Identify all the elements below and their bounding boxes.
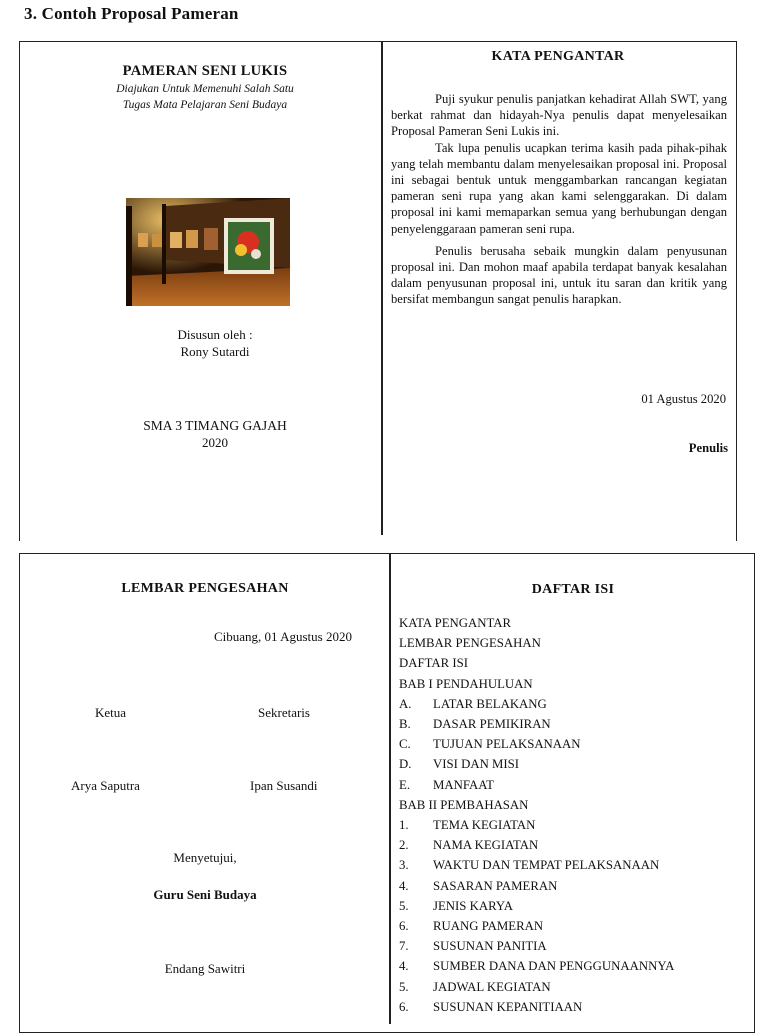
toc-item-number: 6. bbox=[399, 919, 409, 933]
ketua-name: Arya Saputra bbox=[71, 778, 140, 793]
section-heading: 3. Contoh Proposal Pameran bbox=[24, 4, 239, 23]
pengesahan-place-date: Cibuang, 01 Agustus 2020 bbox=[214, 629, 352, 644]
toc-item-label: NAMA KEGIATAN bbox=[433, 838, 539, 853]
toc-item-number: D. bbox=[399, 757, 412, 772]
top-page-divider bbox=[381, 41, 383, 535]
toc-item-label: JENIS KARYA bbox=[433, 898, 513, 913]
toc-item-number: 6. bbox=[399, 999, 409, 1014]
bottom-page-divider bbox=[389, 553, 391, 1024]
toc-item-label: BAB I PENDAHULUAN bbox=[399, 676, 533, 691]
toc-item bbox=[399, 677, 533, 692]
toc-item-label: TUJUAN PELAKSANAAN bbox=[433, 737, 581, 752]
cover-year: 2020 bbox=[202, 435, 228, 450]
toc-item-label: LEMBAR PENGESAHAN bbox=[399, 636, 541, 651]
toc-item-number: A. bbox=[399, 696, 412, 711]
toc-item-label: SASARAN PAMERAN bbox=[433, 878, 558, 893]
toc-item bbox=[399, 616, 511, 631]
toc-item-number: 5. bbox=[399, 979, 409, 994]
toc-item-number: 4. bbox=[399, 878, 409, 893]
toc-item-label: TEMA KEGIATAN bbox=[433, 818, 536, 832]
toc-item-label: DASAR PEMIKIRAN bbox=[433, 717, 551, 731]
toc-item-number: 1. bbox=[399, 818, 409, 832]
toc-item-label: VISI DAN MISI bbox=[433, 757, 520, 772]
cover-school: SMA 3 TIMANG GAJAH bbox=[143, 418, 287, 433]
toc-item-label: SUSUNAN PANITIA bbox=[433, 939, 547, 954]
toc-item-number: 4. bbox=[399, 959, 409, 974]
toc-item-label: LATAR BELAKANG bbox=[433, 696, 547, 711]
sekretaris-label: Sekretaris bbox=[258, 705, 310, 720]
exhibition-photo bbox=[126, 198, 290, 306]
daftar-isi-title: DAFTAR ISI bbox=[531, 582, 615, 597]
toc-item-label: BAB II PEMBAHASAN bbox=[399, 797, 529, 812]
kata-pengantar-body bbox=[391, 91, 727, 308]
toc-item-number: C. bbox=[399, 737, 411, 752]
cover-author: Rony Sutardi bbox=[180, 344, 250, 359]
toc-item-label: RUANG PAMERAN bbox=[433, 919, 544, 933]
kata-pengantar-title: KATA PENGANTAR bbox=[491, 49, 625, 64]
toc-item-number: 2. bbox=[399, 838, 409, 853]
cover-subtitle-line2: Tugas Mata Pelajaran Seni Budaya bbox=[122, 99, 288, 111]
table-of-contents bbox=[399, 616, 749, 1020]
toc-item-label: WAKTU DAN TEMPAT PELAKSANAAN bbox=[433, 858, 660, 873]
menyetujui-label: Menyetujui, bbox=[173, 850, 237, 865]
sekretaris-name: Ipan Susandi bbox=[250, 778, 318, 793]
kata-pengantar-paragraph: Tak lupa penulis ucapkan terima kasih pada pihak-pihak yang telah membantu dalam menyelesaikan proposal ini. Proposal ini sebagai bentuk untuk menggambarkan rancangan kegiatan pameran seni rupa yang akan kami selenggarakan. Di dalam proposal ini kami memaparkan semua yang berhubungan dengan penyelenggaraan pameran seni rupa. bbox=[391, 140, 727, 236]
guru-name: Endang Sawitri bbox=[164, 961, 246, 976]
guru-label: Guru Seni Budaya bbox=[153, 887, 257, 902]
toc-item bbox=[399, 656, 468, 671]
cover-title: PAMERAN SENI LUKIS bbox=[122, 63, 288, 79]
toc-item bbox=[399, 636, 541, 651]
toc-item-label: SUMBER DANA DAN PENGGUNAANNYA bbox=[433, 959, 675, 974]
toc-item-label: JADWAL KEGIATAN bbox=[433, 979, 551, 994]
kata-pengantar-signoff: Penulis bbox=[688, 441, 728, 455]
toc-item-number: E. bbox=[399, 777, 411, 792]
toc-item-label: KATA PENGANTAR bbox=[399, 616, 512, 630]
cover-disusun-label: Disusun oleh : bbox=[177, 327, 253, 342]
kata-pengantar-paragraph: Penulis berusaha sebaik mungkin dalam penyusunan proposal ini. Dan mohon maaf apabila terdapat banyak kesalahan dalam penyusunan proposal ini, untuk itu saran dan kritik yang bersifat membangun sangat penulis harapkan. bbox=[391, 243, 727, 307]
toc-item-label: DAFTAR ISI bbox=[399, 656, 469, 671]
kata-pengantar-paragraph: Puji syukur penulis panjatkan kehadirat Allah SWT, yang berkat rahmat dan hidayah-Nya penulis dapat menyelesaikan Proposal Pameran Seni Lukis ini. bbox=[391, 92, 727, 139]
kata-pengantar-date: 01 Agustus 2020 bbox=[641, 392, 726, 406]
toc-item-number: 7. bbox=[399, 939, 409, 954]
lembar-pengesahan-title: LEMBAR PENGESAHAN bbox=[121, 581, 289, 596]
ketua-label: Ketua bbox=[95, 705, 127, 720]
toc-item-number: 3. bbox=[399, 858, 409, 873]
toc-item bbox=[399, 798, 528, 813]
cover-subtitle-line1: Diajukan Untuk Memenuhi Salah Satu bbox=[116, 83, 294, 95]
toc-item-number: B. bbox=[399, 717, 411, 731]
toc-item-number: 5. bbox=[399, 898, 409, 913]
toc-item-label: SUSUNAN KEPANITIAAN bbox=[433, 999, 583, 1014]
toc-item-label: MANFAAT bbox=[433, 777, 494, 792]
